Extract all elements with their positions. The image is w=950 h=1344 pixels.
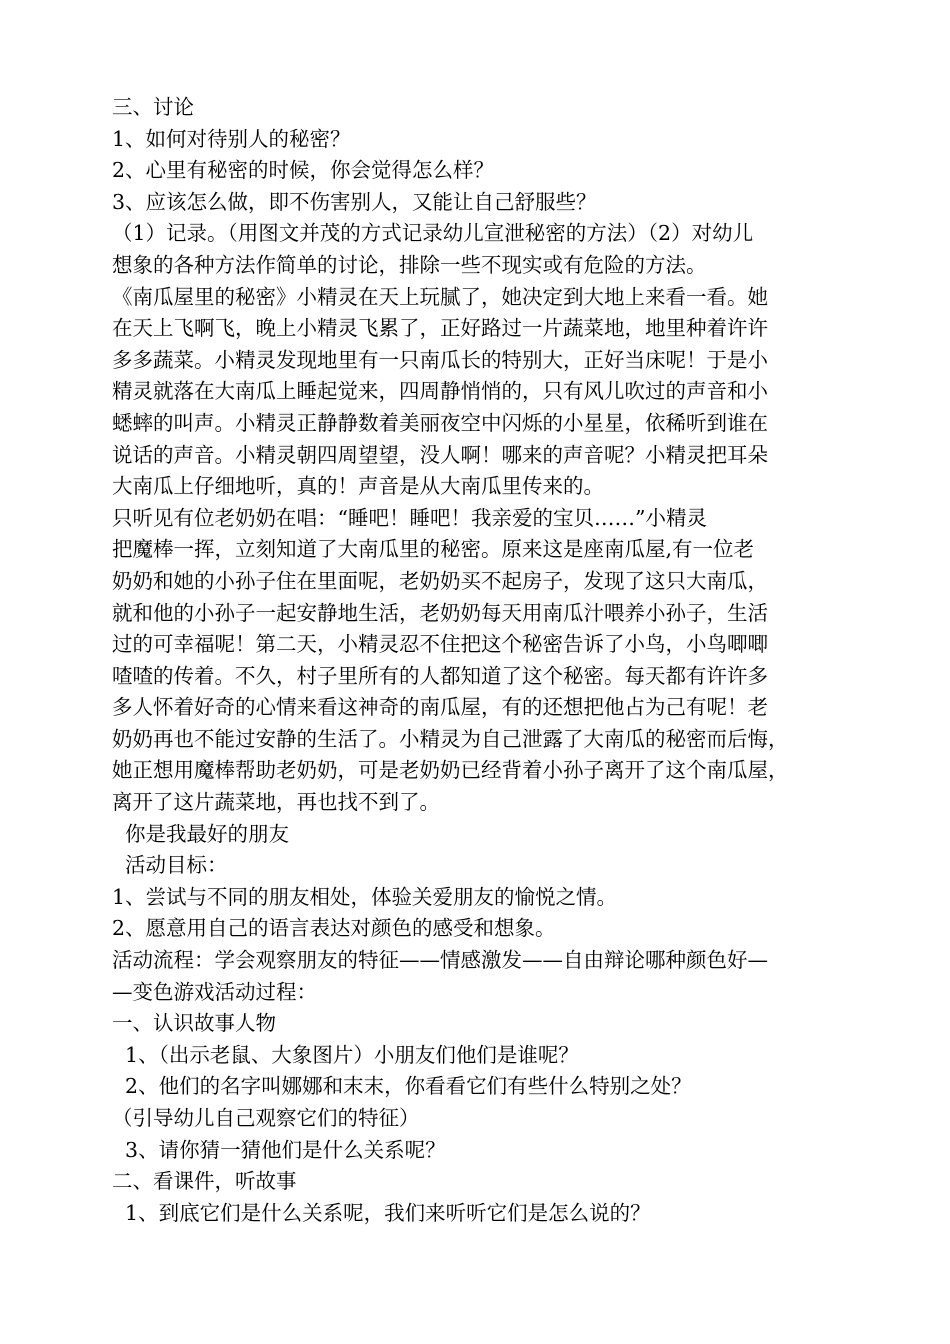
goal-item: 2、愿意用自己的语言表达对颜色的感受和想象。 <box>112 916 556 941</box>
discussion-question: 3、应该怎么做，即不伤害别人，又能让自己舒服些？ <box>112 189 597 214</box>
goal-item: 1、尝试与不同的朋友相处，体验关爱朋友的愉悦之情。 <box>112 884 618 909</box>
discussion-question: 1、如何对待别人的秘密？ <box>112 126 351 151</box>
story-line: 奶奶再也不能过安静的生活了。小精灵为自己泄露了大南瓜的秘密而后悔， <box>112 726 789 751</box>
story-line: 就和他的小孙子一起安静地生活，老奶奶每天用南瓜汁喂养小孙子，生活 <box>112 600 768 625</box>
paragraph-line: （1）记录。（用图文并茂的方式记录幼儿宣泄秘密的方法）（2）对幼儿 <box>112 221 754 246</box>
story-line: 多多蔬菜。小精灵发现地里有一只南瓜长的特别大，正好当床呢！于是小 <box>112 347 768 372</box>
lesson-title: 你是我最好的朋友 <box>112 821 290 846</box>
step-note: （引导幼儿自己观察它们的特征） <box>112 1106 420 1130</box>
story-line: 离开了这片蔬菜地，再也找不到了。 <box>112 790 440 815</box>
story-line: 只听见有位老奶奶在唱：“睡吧！睡吧！我亲爱的宝贝……”小精灵 <box>112 505 707 530</box>
section-heading-story: 二、看课件，听故事 <box>112 1169 297 1194</box>
activity-flow-line: 活动流程：学会观察朋友的特征——情感激发——自由辩论哪种颜色好— <box>112 948 768 973</box>
step-item: 2、他们的名字叫娜娜和末末，你看看它们有些什么特别之处？ <box>112 1074 692 1099</box>
story-line: 说话的声音。小精灵朝四周望望，没人啊！哪来的声音呢？小精灵把耳朵 <box>112 442 768 467</box>
story-line: 大南瓜上仔细地听，真的！声音是从大南瓜里传来的。 <box>112 474 604 499</box>
activity-flow-line: —变色游戏活动过程： <box>112 979 317 1004</box>
story-line: 奶奶和她的小孙子住在里面呢，老奶奶买不起房子，发现了这只大南瓜， <box>112 568 768 593</box>
story-line: 过的可幸福呢！第二天，小精灵忍不住把这个秘密告诉了小鸟，小鸟唧唧 <box>112 632 768 657</box>
discussion-question: 2、心里有秘密的时候，你会觉得怎么样？ <box>112 158 495 183</box>
step-item: 1、到底它们是什么关系呢，我们来听听它们是怎么说的？ <box>112 1200 651 1225</box>
story-line: 蟋蟀的叫声。小精灵正静静数着美丽夜空中闪烁的小星星，依稀听到谁在 <box>112 410 768 435</box>
story-line: 精灵就落在大南瓜上睡起觉来，四周静悄悄的，只有风儿吹过的声音和小 <box>112 379 768 404</box>
section-heading-discussion: 三、讨论 <box>112 95 194 119</box>
paragraph-line: 想象的各种方法作简单的讨论，排除一些不现实或有危险的方法。 <box>112 252 707 277</box>
step-item: 3、请你猜一猜他们是什么关系呢？ <box>112 1137 446 1162</box>
story-line: 喳喳的传着。不久，村子里所有的人都知道了这个秘密。每天都有许许多 <box>112 663 768 688</box>
story-line: 《南瓜屋里的秘密》小精灵在天上玩腻了，她决定到大地上来看一看。她 <box>112 284 768 309</box>
story-line: 多人怀着好奇的心情来看这神奇的南瓜屋，有的还想把他占为己有呢！老 <box>112 695 768 720</box>
story-line: 把魔棒一挥，立刻知道了大南瓜里的秘密。原来这是座南瓜屋,有一位老 <box>112 537 755 562</box>
story-line: 在天上飞啊飞，晚上小精灵飞累了，正好路过一片蔬菜地，地里种着许许 <box>112 316 768 341</box>
section-heading-goals: 活动目标： <box>112 853 228 878</box>
section-heading-characters: 一、认识故事人物 <box>112 1011 276 1036</box>
document-body <box>112 92 872 1229</box>
story-line: 她正想用魔棒帮助老奶奶，可是老奶奶已经背着小孙子离开了这个南瓜屋， <box>112 758 789 783</box>
step-item: 1、（出示老鼠、大象图片）小朋友们他们是谁呢？ <box>112 1042 579 1067</box>
